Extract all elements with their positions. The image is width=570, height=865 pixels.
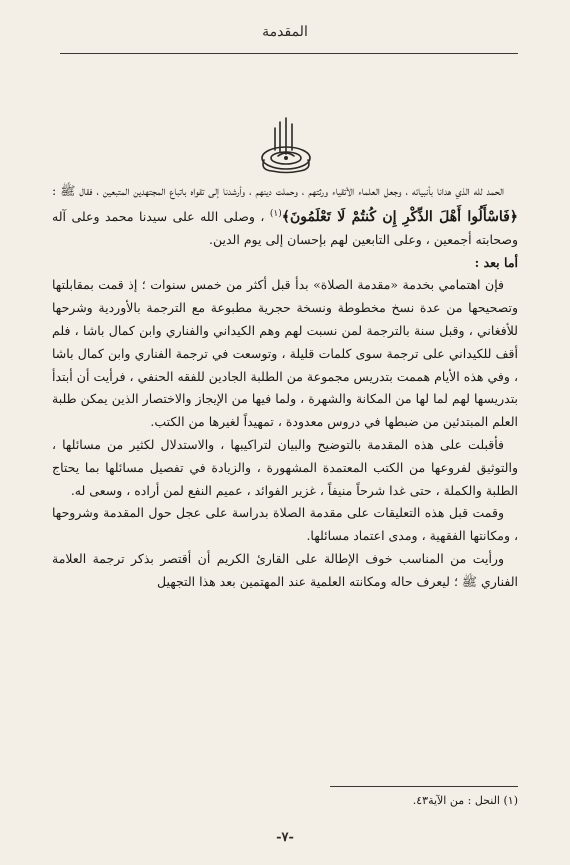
running-header-title: المقدمة: [262, 24, 308, 40]
quran-verse: ﴿فَاسْأَلُوا أَهْلَ الذِّكْرِ إِن كُنتُمْ لَا تَعْلَمُونَ﴾: [281, 208, 518, 225]
paragraph-3: فأقبلت على هذه المقدمة بالتوضيح والبيان لتراكيبها ، والاستدلال لكثير من مسائلها ، والتوثيق لفروعها من الكتب المعتمدة المشهورة ، والزيادة في تفصيل مسائلها بما يحتاج الطلبة والكملة ، حتى غدا شرحاً منيفاً ، غزير الفوائد ، عميم النفع لمن أراده ، وسعى له.: [52, 436, 518, 498]
amma-heading: [52, 252, 518, 275]
paragraph-1-continued: ، وصلى الله على سيدنا محمد وعلى آله وصحابته أجمعين ، وعلى التابعين لهم بإحسان إلى يوم الدين.: [52, 208, 518, 247]
basmala-calligraphy-icon: [256, 114, 316, 176]
amma-bad-text: أما بعد :: [474, 254, 518, 270]
paragraph-1-text: الحمد لله الذي هدانا بأنبيائه ، وجعل العلماء الأتقياء ورثتهم ، وحملت دينهم ، وأرشدنا إلى تقواه باتباع المجتهدين المتبعين ، فقال ﷺ :: [52, 183, 504, 198]
footnote-reference[interactable]: (١): [269, 208, 282, 219]
paragraph-1: [52, 180, 518, 252]
page-number: -٧-: [276, 830, 294, 845]
header-rule: [60, 53, 518, 54]
paragraph-4: وقمت قبل هذه التعليقات على مقدمة الصلاة بدراسة على عجل حول المقدمة وشروحها ، ومكانتها الفقهية ، ومدى اعتماد مسائلها.: [52, 505, 518, 544]
footnote-rule: [330, 786, 518, 787]
paragraph-2: فإن اهتمامي بخدمة «مقدمة الصلاة» بدأ قبل أكثر من خمس سنوات ؛ إذ قمت بمقابلتها وتصحيحها من عدة نسخ مخطوطة ونسخة حجرية مطبوعة مع الترجمة بالأوردية وشرحها للأفغاني ، وقبل سنة بالترجمة لمن نسبت لهم وهم الكيداني والفناري وابن كمال باشا ، فلم أقف للكيداني على ترجمة سوى كلمات قليلة ، وتوسعت في ترجمة الفناري وابن كمال باشا ، وفي هذه الأيام هممت بتدريس مجموعة من الطلبة الجادين للفقه الحنفي ، فرأيت أن أبتدأ بتدريسها لهم لما لها من المكانة والشهرة ، ولما فيها من الإيجاز والاختصار الذين يمكن طلبة العلم المبتدئين من ضبطها في دروس معدودة ، تمهيداً لغيرها من الكتب.: [52, 277, 518, 430]
paragraph-5: ورأيت من المناسب خوف الإطالة على القارئ الكريم أن أقتصر بذكر ترجمة العلامة الفناري ﷺ ؛ ليعرف حاله ومكانته العلمية عند المهتمين بعد هذا التجهيل: [52, 550, 518, 589]
body-text: [52, 180, 518, 594]
footnote: (١) النحل : من الآية٤٣.: [412, 794, 518, 807]
